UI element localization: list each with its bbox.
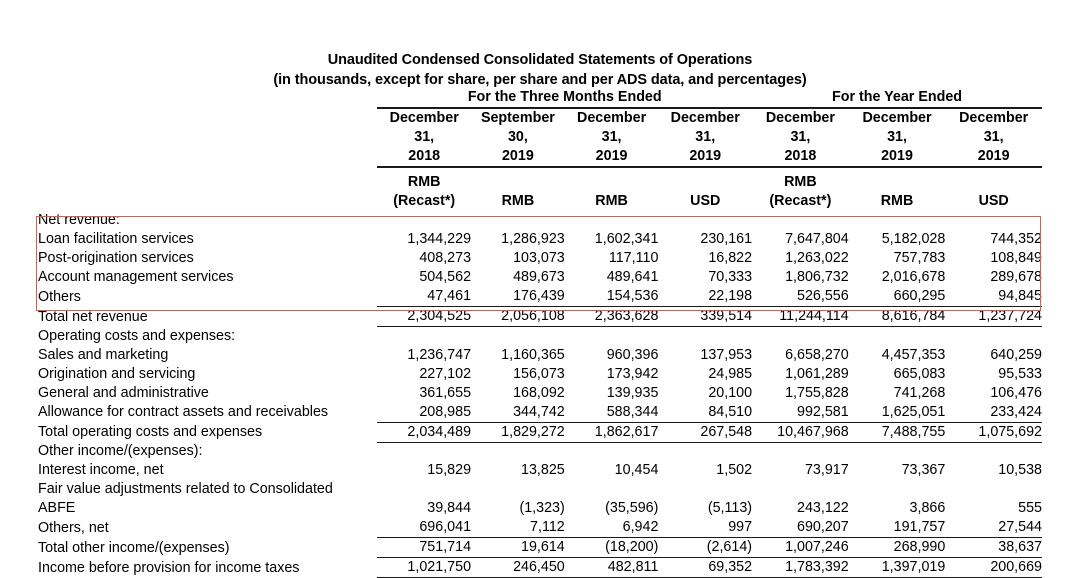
row-value: 1,021,750 bbox=[377, 558, 471, 578]
row-value: 504,562 bbox=[419, 269, 472, 285]
section-heading-net-revenue-filler bbox=[377, 211, 1042, 230]
header-currency-row-2 bbox=[38, 192, 1042, 211]
row-label: Origination and servicing bbox=[38, 365, 196, 382]
row-value: 1,829,272 bbox=[471, 422, 565, 442]
header-year-col-5: 2018 bbox=[752, 147, 849, 167]
table-row bbox=[38, 403, 1042, 423]
header-currency2-spacer bbox=[38, 192, 377, 211]
row-value: 3,866 bbox=[909, 500, 946, 516]
row-value: 489,641 bbox=[606, 269, 659, 285]
row-value: 1,625,051 bbox=[849, 403, 946, 423]
header-month-col-6: December bbox=[862, 110, 932, 126]
header-day-col-3: 31, bbox=[601, 129, 622, 145]
row-value: 103,073 bbox=[513, 250, 565, 266]
row-value: 6,942 bbox=[565, 518, 659, 538]
table-row bbox=[38, 461, 1042, 480]
column-group-three-months: For the Three Months Ended bbox=[377, 88, 752, 108]
row-value: 20,100 bbox=[708, 384, 753, 401]
row-value: 744,352 bbox=[990, 231, 1042, 247]
header-year-col-4: 2019 bbox=[658, 147, 752, 167]
row-value: 361,655 bbox=[419, 384, 472, 401]
header-day-spacer bbox=[38, 128, 377, 147]
header-currency2-col-5: (Recast*) bbox=[769, 193, 832, 209]
table-row bbox=[38, 365, 1042, 384]
page-subtitle: (in thousands, except for share, per share and per ADS data, and percentages) bbox=[273, 72, 807, 88]
header-month-col-1: December bbox=[389, 110, 459, 126]
row-value: 200,669 bbox=[945, 558, 1042, 578]
header-year-row bbox=[38, 147, 1042, 167]
row-label: Interest income, net bbox=[38, 462, 164, 478]
row-value: 106,476 bbox=[990, 384, 1042, 401]
table-row-total bbox=[38, 422, 1042, 442]
header-month-col-4: December bbox=[670, 110, 740, 126]
header-currency1-col-7 bbox=[945, 173, 1042, 192]
row-value: 408,273 bbox=[419, 250, 472, 266]
header-year-col-1: 2018 bbox=[377, 147, 471, 167]
header-currency1-spacer bbox=[38, 173, 377, 192]
row-value: 108,849 bbox=[990, 250, 1042, 266]
row-label: Income before provision for income taxes bbox=[38, 559, 300, 576]
row-value: 1,862,617 bbox=[565, 422, 659, 442]
row-value: 8,616,784 bbox=[849, 307, 946, 327]
row-value: 1,075,692 bbox=[945, 422, 1042, 442]
document-titles bbox=[0, 50, 1080, 90]
row-value: 16,822 bbox=[708, 250, 753, 266]
row-value: (5,113) bbox=[707, 500, 753, 516]
header-day-col-2: 30, bbox=[507, 129, 528, 145]
section-heading-other-income: Other income/(expenses): bbox=[38, 443, 203, 459]
row-value: 156,073 bbox=[513, 365, 565, 382]
row-label: Allowance for contract assets and receivables bbox=[38, 404, 329, 420]
row-value: 154,536 bbox=[565, 287, 659, 307]
table-body bbox=[38, 88, 1042, 578]
row-value: 482,811 bbox=[565, 558, 659, 578]
header-month-col-2: September bbox=[480, 110, 555, 126]
header-month-spacer bbox=[38, 108, 377, 128]
header-currency1-col-4 bbox=[658, 173, 752, 192]
row-value: 176,439 bbox=[471, 287, 565, 307]
row-value: 2,034,489 bbox=[377, 422, 471, 442]
row-value: 1,783,392 bbox=[752, 558, 849, 578]
row-value: 526,556 bbox=[752, 287, 849, 307]
row-value: 751,714 bbox=[377, 538, 471, 558]
row-value: 70,333 bbox=[708, 269, 753, 285]
row-value: 95,533 bbox=[998, 365, 1042, 382]
row-value: 339,514 bbox=[658, 307, 752, 327]
section-heading-net-revenue: Net revenue: bbox=[38, 212, 120, 228]
header-currency1-col-1: RMB bbox=[407, 174, 441, 190]
row-value: 757,783 bbox=[893, 250, 946, 266]
row-value: 1,397,019 bbox=[849, 558, 946, 578]
row-label: Others bbox=[38, 288, 81, 305]
row-value: 11,244,114 bbox=[752, 307, 849, 327]
row-value: 47,461 bbox=[377, 287, 471, 307]
row-value: 1,502 bbox=[716, 462, 753, 478]
row-value: 22,198 bbox=[658, 287, 752, 307]
row-value: 2,304,525 bbox=[377, 307, 471, 327]
page-title: Unaudited Condensed Consolidated Statements of Operations bbox=[327, 52, 753, 68]
row-value: 1,263,022 bbox=[785, 250, 849, 266]
section-heading-row bbox=[38, 327, 1042, 346]
header-currency2-col-3: RMB bbox=[595, 193, 628, 209]
row-value: 4,457,353 bbox=[881, 346, 946, 363]
row-value: (1,323) bbox=[519, 500, 565, 516]
row-value: 267,548 bbox=[658, 422, 752, 442]
row-value: 230,161 bbox=[700, 231, 753, 247]
header-currency2-col-1: (Recast*) bbox=[393, 193, 456, 209]
header-day-col-7: 31, bbox=[983, 129, 1004, 145]
header-day-col-6: 31, bbox=[887, 129, 907, 145]
section-heading-other-income-filler bbox=[377, 442, 1042, 461]
row-label: Total operating costs and expenses bbox=[38, 424, 263, 440]
row-value: 2,016,678 bbox=[881, 269, 946, 285]
row-label: Sales and marketing bbox=[38, 346, 169, 363]
row-label: ABFE bbox=[38, 500, 76, 516]
row-value: 1,007,246 bbox=[752, 538, 849, 558]
row-value: 489,673 bbox=[513, 269, 565, 285]
row-value: 84,510 bbox=[658, 403, 752, 423]
row-value: 168,092 bbox=[513, 384, 565, 401]
section-heading-operating-costs: Operating costs and expenses: bbox=[38, 327, 236, 344]
table-row bbox=[38, 268, 1042, 287]
row-value: 10,538 bbox=[998, 462, 1042, 478]
header-year-col-7: 2019 bbox=[945, 147, 1042, 167]
section-heading-row bbox=[38, 442, 1042, 461]
row-label: Total other income/(expenses) bbox=[38, 539, 230, 556]
row-value: 227,102 bbox=[419, 365, 472, 382]
row-value: (35,596) bbox=[605, 500, 659, 516]
row-value: 139,935 bbox=[606, 384, 659, 401]
row-value: 191,757 bbox=[849, 518, 946, 538]
row-value: 1,236,747 bbox=[407, 346, 472, 363]
row-value: 1,806,732 bbox=[785, 269, 849, 285]
row-value: 246,450 bbox=[471, 558, 565, 578]
header-currency2-col-4: USD bbox=[690, 193, 721, 209]
row-value: 233,424 bbox=[945, 403, 1042, 423]
column-group-year: For the Year Ended bbox=[752, 88, 1042, 108]
group-header-spacer bbox=[38, 88, 377, 108]
header-currency-row-1 bbox=[38, 173, 1042, 192]
row-value: 19,614 bbox=[471, 538, 565, 558]
header-currency1-col-5: RMB bbox=[784, 174, 817, 190]
header-year-spacer bbox=[38, 147, 377, 167]
row-value: 289,678 bbox=[990, 269, 1042, 285]
row-value: 588,344 bbox=[565, 403, 659, 423]
column-group-header-row bbox=[38, 88, 1042, 108]
row-value: 7,647,804 bbox=[785, 231, 849, 247]
row-value: 1,160,365 bbox=[501, 346, 565, 363]
row-value: 73,367 bbox=[901, 462, 946, 478]
table-row bbox=[38, 249, 1042, 268]
row-value: 7,488,755 bbox=[849, 422, 946, 442]
table-row bbox=[38, 230, 1042, 249]
header-currency2-col-2: RMB bbox=[501, 193, 535, 209]
row-value: 24,985 bbox=[708, 365, 753, 382]
header-currency2-col-7: USD bbox=[978, 193, 1009, 209]
header-currency1-col-6 bbox=[849, 173, 946, 192]
header-month-col-5: December bbox=[765, 110, 835, 126]
row-value: 960,396 bbox=[606, 346, 659, 363]
table-row-wrapped-label bbox=[38, 480, 1042, 499]
header-currency1-col-3 bbox=[565, 173, 659, 192]
header-year-col-6: 2019 bbox=[849, 147, 946, 167]
row-value: 741,268 bbox=[893, 384, 946, 401]
row-value: 13,825 bbox=[521, 462, 565, 478]
row-wrapped-filler bbox=[377, 480, 1042, 499]
row-value: 1,061,289 bbox=[785, 365, 849, 382]
header-day-col-1: 31, bbox=[414, 129, 435, 145]
row-value: (2,614) bbox=[658, 538, 752, 558]
row-value: 1,602,341 bbox=[594, 231, 659, 247]
header-currency1-col-2 bbox=[471, 173, 565, 192]
row-value: 696,041 bbox=[377, 518, 471, 538]
row-value: 117,110 bbox=[608, 250, 659, 266]
header-year-col-2: 2019 bbox=[471, 147, 565, 167]
row-label: Loan facilitation services bbox=[38, 231, 194, 247]
table-row-total bbox=[38, 538, 1042, 558]
header-currency2-col-6: RMB bbox=[880, 193, 914, 209]
header-year-col-3: 2019 bbox=[565, 147, 659, 167]
row-value: 38,637 bbox=[945, 538, 1042, 558]
header-day-row bbox=[38, 128, 1042, 147]
row-value: 997 bbox=[658, 518, 752, 538]
row-value: 15,829 bbox=[427, 462, 472, 478]
row-value: 665,083 bbox=[893, 365, 946, 382]
row-value: 10,454 bbox=[614, 462, 659, 478]
row-value: 268,990 bbox=[849, 538, 946, 558]
row-value: 5,182,028 bbox=[881, 231, 946, 247]
row-value: 94,845 bbox=[945, 287, 1042, 307]
row-value: 344,742 bbox=[471, 403, 565, 423]
header-day-col-5: 31, bbox=[790, 129, 811, 145]
row-value: 992,581 bbox=[752, 403, 849, 423]
row-label: Fair value adjustments related to Consolidated bbox=[38, 481, 333, 497]
section-heading-row bbox=[38, 211, 1042, 230]
row-value: 1,755,828 bbox=[785, 384, 849, 401]
table-row-total bbox=[38, 558, 1042, 578]
header-day-col-4: 31, bbox=[695, 129, 716, 145]
operations-table bbox=[38, 88, 1042, 578]
table-row bbox=[38, 499, 1042, 518]
header-month-col-3: December bbox=[577, 110, 647, 126]
row-label: Post-origination services bbox=[38, 250, 194, 266]
row-value: 1,286,923 bbox=[501, 231, 565, 247]
row-value: 690,207 bbox=[752, 518, 849, 538]
section-heading-operating-costs-filler bbox=[377, 327, 1042, 346]
row-value: 10,467,968 bbox=[752, 422, 849, 442]
row-value: 7,112 bbox=[471, 518, 565, 538]
row-value: 173,942 bbox=[606, 365, 659, 382]
row-label: Others, net bbox=[38, 519, 109, 536]
row-value: 208,985 bbox=[377, 403, 471, 423]
table-row bbox=[38, 384, 1042, 403]
table-row bbox=[38, 346, 1042, 365]
row-value: (18,200) bbox=[565, 538, 659, 558]
row-value: 6,658,270 bbox=[785, 346, 849, 363]
header-month-col-7: December bbox=[959, 110, 1029, 126]
row-label: Account management services bbox=[38, 269, 234, 285]
table-row bbox=[38, 287, 1042, 307]
table-row-total bbox=[38, 307, 1042, 327]
row-value: 2,363,628 bbox=[565, 307, 659, 327]
table-row bbox=[38, 518, 1042, 538]
row-value: 1,237,724 bbox=[945, 307, 1042, 327]
row-value: 27,544 bbox=[945, 518, 1042, 538]
row-value: 39,844 bbox=[427, 500, 472, 516]
header-month-row bbox=[38, 108, 1042, 128]
row-value: 2,056,108 bbox=[471, 307, 565, 327]
row-value: 640,259 bbox=[990, 346, 1042, 363]
row-value: 1,344,229 bbox=[407, 231, 472, 247]
row-label: Total net revenue bbox=[38, 308, 148, 325]
row-label: General and administrative bbox=[38, 384, 209, 401]
row-value: 555 bbox=[1018, 500, 1042, 516]
row-value: 73,917 bbox=[804, 462, 849, 478]
row-value: 137,953 bbox=[700, 346, 753, 363]
row-value: 243,122 bbox=[797, 500, 849, 516]
row-value: 69,352 bbox=[658, 558, 752, 578]
row-value: 660,295 bbox=[849, 287, 946, 307]
